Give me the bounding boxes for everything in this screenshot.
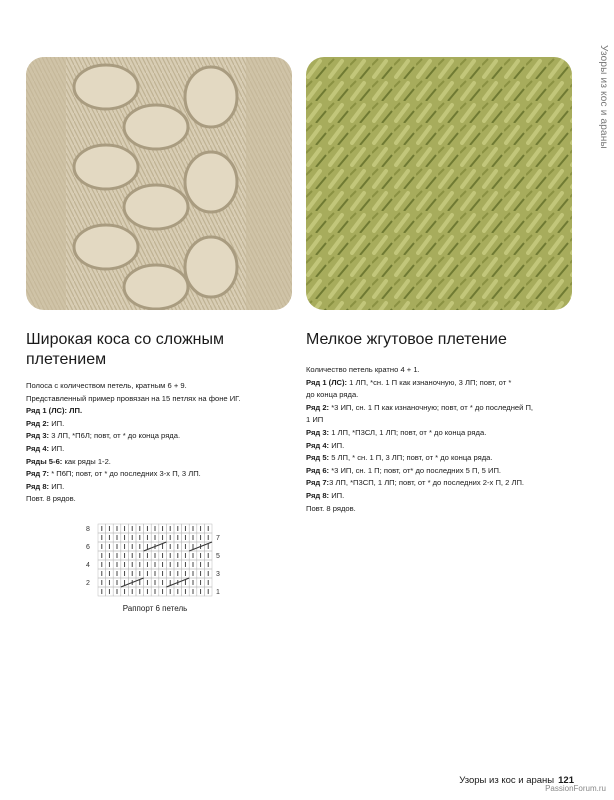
instruction-line bbox=[306, 414, 576, 427]
row-label: Ряд 7: bbox=[306, 478, 330, 488]
row-text: ИП. bbox=[49, 418, 65, 428]
instruction-line bbox=[26, 430, 296, 443]
row-text: Представленный пример провязан на 15 петлях на фоне ИГ. bbox=[26, 393, 241, 403]
instruction-line bbox=[306, 465, 576, 478]
instruction-line bbox=[26, 468, 296, 481]
instruction-line bbox=[306, 477, 576, 490]
row-label: Ряд 8: bbox=[306, 490, 330, 500]
instruction-line bbox=[26, 418, 296, 431]
pattern-title-left: Широкая коса со сложным плетением bbox=[26, 331, 224, 368]
row-number-right: 7 bbox=[216, 535, 220, 542]
pattern-title-right: Мелкое жгутовое плетение bbox=[306, 331, 507, 348]
row-text: Повт. 8 рядов. bbox=[26, 494, 76, 504]
instruction-line bbox=[306, 377, 576, 390]
row-text: Количество петель кратно 4 + 1. bbox=[306, 365, 420, 374]
instructions-right bbox=[306, 364, 576, 515]
row-number-right: 1 bbox=[216, 589, 220, 596]
row-number-right: 3 bbox=[216, 571, 220, 578]
instruction-line bbox=[306, 427, 576, 440]
instruction-line bbox=[26, 456, 296, 469]
row-text: * П6П; повт, от * до последних 3-х П, 3 ЛП. bbox=[49, 469, 201, 479]
photo-small-braid bbox=[306, 57, 572, 310]
instruction-line bbox=[26, 481, 296, 494]
instruction-line bbox=[306, 490, 576, 503]
row-text: 1 ЛП, *П3СЛ, 1 ЛП; повт, от * до конца ряда. bbox=[329, 427, 487, 437]
row-number-right: 5 bbox=[216, 553, 220, 560]
row-label: Ряд 1 (ЛС): bbox=[306, 377, 348, 387]
pattern-chart bbox=[70, 520, 240, 600]
row-number-left: 8 bbox=[86, 526, 90, 533]
row-text: *3 ИП, сн. 1 П как изнаночную; повт, от * до последней П, bbox=[329, 402, 534, 412]
row-label: Ряд 5: bbox=[306, 453, 330, 463]
instruction-line bbox=[26, 443, 296, 456]
row-text: ИП. bbox=[329, 490, 345, 500]
photo-wide-cable bbox=[26, 57, 292, 310]
row-text: 1 ЛП, *сн. 1 П как изнаночную, 3 ЛП; повт, от * bbox=[347, 377, 512, 387]
row-text: ИП. bbox=[49, 443, 65, 453]
row-label: Ряд 2: bbox=[306, 402, 330, 412]
chart-grid bbox=[98, 524, 212, 596]
row-text: ИП. bbox=[329, 440, 345, 450]
side-tab-text: Узоры из кос и араны bbox=[598, 45, 609, 149]
row-text: 1 ИП bbox=[306, 415, 324, 425]
instruction-line bbox=[306, 402, 576, 415]
instruction-line bbox=[306, 364, 576, 377]
row-label: Ряд 3: bbox=[306, 427, 330, 437]
instruction-line bbox=[306, 440, 576, 453]
instruction-line bbox=[26, 393, 296, 406]
row-label: Ряд 1 (ЛС): ЛП. bbox=[26, 406, 83, 416]
instruction-line bbox=[306, 452, 576, 465]
row-text: *3 ИП, сн. 1 П; повт, от* до последних 5 П, 5 ИП. bbox=[329, 465, 502, 475]
footer-section: Узоры из кос и араны bbox=[459, 775, 555, 786]
row-label: Ряд 3: bbox=[26, 431, 50, 441]
row-label: Ряд 4: bbox=[306, 440, 330, 450]
row-text: Повт. 8 рядов. bbox=[306, 503, 356, 513]
row-text: до конца ряда. bbox=[306, 390, 359, 400]
row-label: Ряд 7: bbox=[26, 469, 50, 479]
row-label: Ряд 4: bbox=[26, 443, 50, 453]
page-number: 121 bbox=[558, 775, 574, 786]
row-label: Ряд 2: bbox=[26, 418, 50, 428]
row-label: Ряд 8: bbox=[26, 481, 50, 491]
row-label: Ряд 6: bbox=[306, 465, 330, 475]
row-text: Полоса с количеством петель, кратным 6 + 9. bbox=[26, 381, 187, 390]
row-text: 5 ЛП, * сн. 1 П, 3 ЛП; повт, от * до конца ряда. bbox=[329, 453, 493, 463]
row-label: Ряды 5-6: bbox=[26, 456, 63, 466]
instructions-left bbox=[26, 380, 296, 506]
row-number-left: 4 bbox=[86, 562, 90, 569]
instruction-line bbox=[26, 380, 296, 393]
watermark: PassionForum.ru bbox=[545, 784, 606, 793]
instruction-line bbox=[26, 493, 296, 506]
instruction-line bbox=[26, 405, 296, 418]
row-text: 3 ЛП, *П6Л; повт, от * до конца ряда. bbox=[49, 431, 181, 441]
row-number-left: 2 bbox=[86, 580, 90, 587]
row-text: как ряды 1-2. bbox=[62, 456, 111, 466]
row-number-left: 6 bbox=[86, 544, 90, 551]
instruction-line bbox=[306, 503, 576, 516]
row-text: 3 ЛП, *П3СП, 1 ЛП; повт, от * до последних 2-х П, 2 ЛП. bbox=[329, 478, 525, 488]
chart-caption: Раппорт 6 петель bbox=[122, 604, 188, 613]
row-text: ИП. bbox=[49, 481, 65, 491]
instruction-line bbox=[306, 389, 576, 402]
